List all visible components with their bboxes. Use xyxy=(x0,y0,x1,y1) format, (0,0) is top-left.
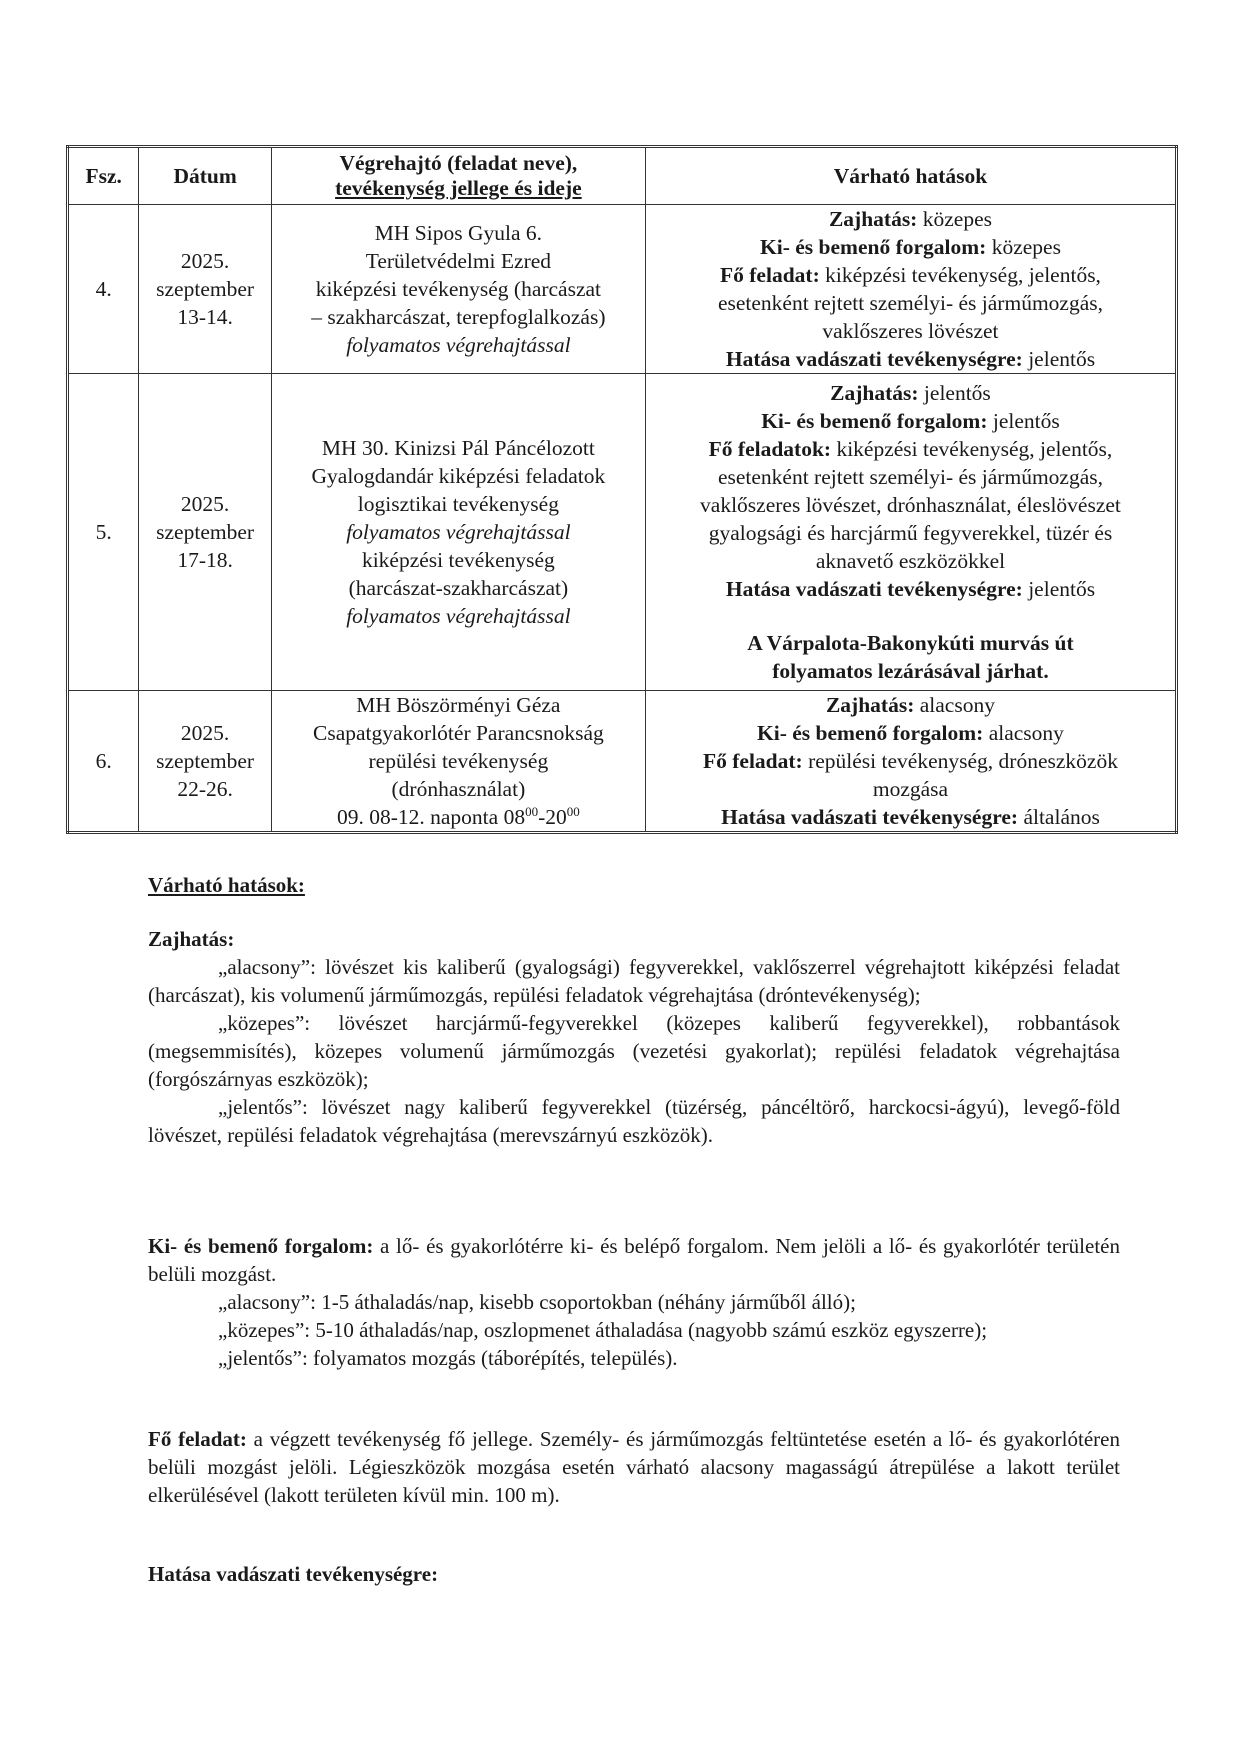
effect-traffic: Ki- és bemenő forgalom: jelentős xyxy=(761,409,1060,433)
table-row xyxy=(68,374,1177,691)
cell-fsz: 4. xyxy=(68,205,139,374)
effect-hunting: Hatása vadászati tevékenységre: jelentős xyxy=(725,577,1096,601)
traffic-high: „jelentős”: folyamatos mozgás (táborépítés, település). xyxy=(218,1346,678,1370)
effect-task-line: mozgása xyxy=(872,777,949,801)
executor-mode: folyamatos végrehajtással xyxy=(346,333,571,357)
executor-line: kiképzési tevékenység xyxy=(361,548,555,572)
effect-hunting: Hatása vadászati tevékenységre: jelentős xyxy=(725,347,1096,371)
effect-task: Fő feladatok: kiképzési tevékenység, jelentős, xyxy=(708,437,1113,461)
noise-high: „jelentős”: lövészet nagy kaliberű fegyverekkel (tüzérség, páncéltörő, harckocsi-ágyú), levegő-föld lövészet, repülési feladatok végrehajtása (merevszárnyú eszközök). xyxy=(148,1095,1120,1147)
table-row xyxy=(68,205,1177,374)
legend-task-section xyxy=(148,1425,1120,1509)
legend-traffic-section xyxy=(148,1232,1120,1372)
cell-executor xyxy=(271,374,645,691)
table-row xyxy=(68,691,1177,833)
effect-task: Fő feladat: repülési tevékenység, dróneszközök xyxy=(703,749,1118,773)
effect-task-line: gyalogsági és harcjármű fegyverekkel, tüzér és xyxy=(708,521,1113,545)
cell-date xyxy=(139,691,271,833)
executor-line: Területvédelmi Ezred xyxy=(365,249,552,273)
effect-task-line: vaklőszeres lövészet xyxy=(822,319,999,343)
table-header-row xyxy=(68,147,1177,205)
effect-task-line: aknavető eszközökkel xyxy=(815,549,1006,573)
legend-heading: Várható hatások: xyxy=(148,873,305,897)
effect-task: Fő feladat: kiképzési tevékenység, jelentős, xyxy=(720,263,1101,287)
executor-line: Gyalogdandár kiképzési feladatok xyxy=(311,464,606,488)
date-days: 22-26. xyxy=(177,777,233,801)
executor-line: MH 30. Kinizsi Pál Páncélozott xyxy=(321,436,595,460)
executor-line: MH Böszörményi Géza xyxy=(356,693,561,717)
cell-effects xyxy=(645,374,1176,691)
cell-executor xyxy=(271,205,645,374)
executor-line: – szakharcászat, terepfoglalkozás) xyxy=(311,305,606,329)
executor-mode: folyamatos végrehajtással xyxy=(346,604,571,628)
cell-fsz: 6. xyxy=(68,691,139,833)
header-effects: Várható hatások xyxy=(645,147,1176,205)
executor-line: kiképzési tevékenység (harcászat xyxy=(315,277,602,301)
date-days: 13-14. xyxy=(177,305,233,329)
legend-hunting-section xyxy=(148,1560,1120,1588)
noise-low: „alacsony”: lövészet kis kaliberű (gyalogsági) fegyverekkel, vaklőszerrel végrehajtott kiképzési feladat (harcászat), kis volumenű járműmozgás, repülési feladatok végrehajtása (dróntevékenység); xyxy=(148,955,1120,1007)
cell-effects xyxy=(645,691,1176,833)
traffic-low: „alacsony”: 1-5 áthaladás/nap, kisebb csoportokban (néhány járműből álló); xyxy=(218,1290,856,1314)
effect-task-line: vaklőszeres lövészet, drónhasználat, éleslövészet xyxy=(700,493,1121,517)
effect-noise: Zajhatás: alacsony xyxy=(825,693,995,717)
cell-date xyxy=(139,205,271,374)
noise-medium: „közepes”: lövészet harcjármű-fegyverekkel (közepes kaliberű fegyverekkel), robbantások (megsemmisítés), közepes volumenű járműmozgás (vezetési gyakorlat); repülési feladatok végrehajtása (forgószárnyas eszközök); xyxy=(148,1011,1120,1091)
date-year: 2025. xyxy=(180,721,230,745)
executor-line: repülési tevékenység xyxy=(368,749,549,773)
cell-fsz: 5. xyxy=(68,374,139,691)
effect-task-line: esetenként rejtett személyi- és járműmozgás, xyxy=(717,465,1103,489)
executor-line: MH Sipos Gyula 6. xyxy=(374,221,542,245)
task-text: Fő feladat: a végzett tevékenység fő jellege. Személy- és járműmozgás feltüntetése esetén a lő- és gyakorlótéren belüli mozgást jelöli. Légieszközök mozgása esetén várható alacsony magasságú átrepülése a lakott terület elkerülésével (lakott területen kívül min. 100 m). xyxy=(148,1427,1120,1507)
hunting-title: Hatása vadászati tevékenységre: xyxy=(148,1562,439,1586)
cell-effects xyxy=(645,205,1176,374)
date-year: 2025. xyxy=(180,492,230,516)
executor-line: Csapatgyakorlótér Parancsnokság xyxy=(312,721,604,745)
header-fsz: Fsz. xyxy=(68,147,139,205)
traffic-medium: „közepes”: 5-10 áthaladás/nap, oszlopmenet áthaladása (nagyobb számú eszköz egyszerre); xyxy=(218,1318,988,1342)
header-executor-line1: Végrehajtó (feladat neve), xyxy=(339,151,578,175)
effect-traffic: Ki- és bemenő forgalom: közepes xyxy=(760,235,1061,259)
date-month: szeptember xyxy=(156,749,255,773)
cell-executor xyxy=(271,691,645,833)
executor-line: (drónhasználat) xyxy=(391,777,526,801)
effect-noise: Zajhatás: közepes xyxy=(828,207,992,231)
effect-hunting: Hatása vadászati tevékenységre: általános xyxy=(721,805,1100,829)
header-date: Dátum xyxy=(139,147,271,205)
executor-line: (harcászat-szakharcászat) xyxy=(348,576,569,600)
executor-time: 09. 08-12. naponta $08^{00}-20^{00}$ xyxy=(336,803,580,829)
cell-date xyxy=(139,374,271,691)
legend-noise-section xyxy=(148,925,1120,1149)
effect-noise: Zajhatás: jelentős xyxy=(830,381,991,405)
activity-table xyxy=(66,145,1178,834)
date-days: 17-18. xyxy=(177,548,233,572)
executor-line: logisztikai tevékenység xyxy=(357,492,559,516)
executor-mode: folyamatos végrehajtással xyxy=(346,520,571,544)
date-year: 2025. xyxy=(180,249,230,273)
header-executor-line2: tevékenység jellege és ideje xyxy=(335,176,582,200)
noise-title: Zajhatás: xyxy=(148,927,235,951)
header-executor xyxy=(271,147,645,205)
date-month: szeptember xyxy=(156,520,255,544)
road-closure-note: A Várpalota-Bakonykúti murvás út folyamatos lezárásával járhat. xyxy=(747,631,1074,683)
traffic-intro: Ki- és bemenő forgalom: a lő- és gyakorlótérre ki- és belépő forgalom. Nem jelöli a lő- és gyakorlótér területén belüli mozgást. xyxy=(148,1234,1120,1286)
effect-task-line: esetenként rejtett személyi- és járműmozgás, xyxy=(717,291,1103,315)
task-title: Fő feladat: xyxy=(148,1427,247,1451)
date-month: szeptember xyxy=(156,277,255,301)
effect-traffic: Ki- és bemenő forgalom: alacsony xyxy=(757,721,1064,745)
traffic-title: Ki- és bemenő forgalom: xyxy=(148,1234,374,1258)
